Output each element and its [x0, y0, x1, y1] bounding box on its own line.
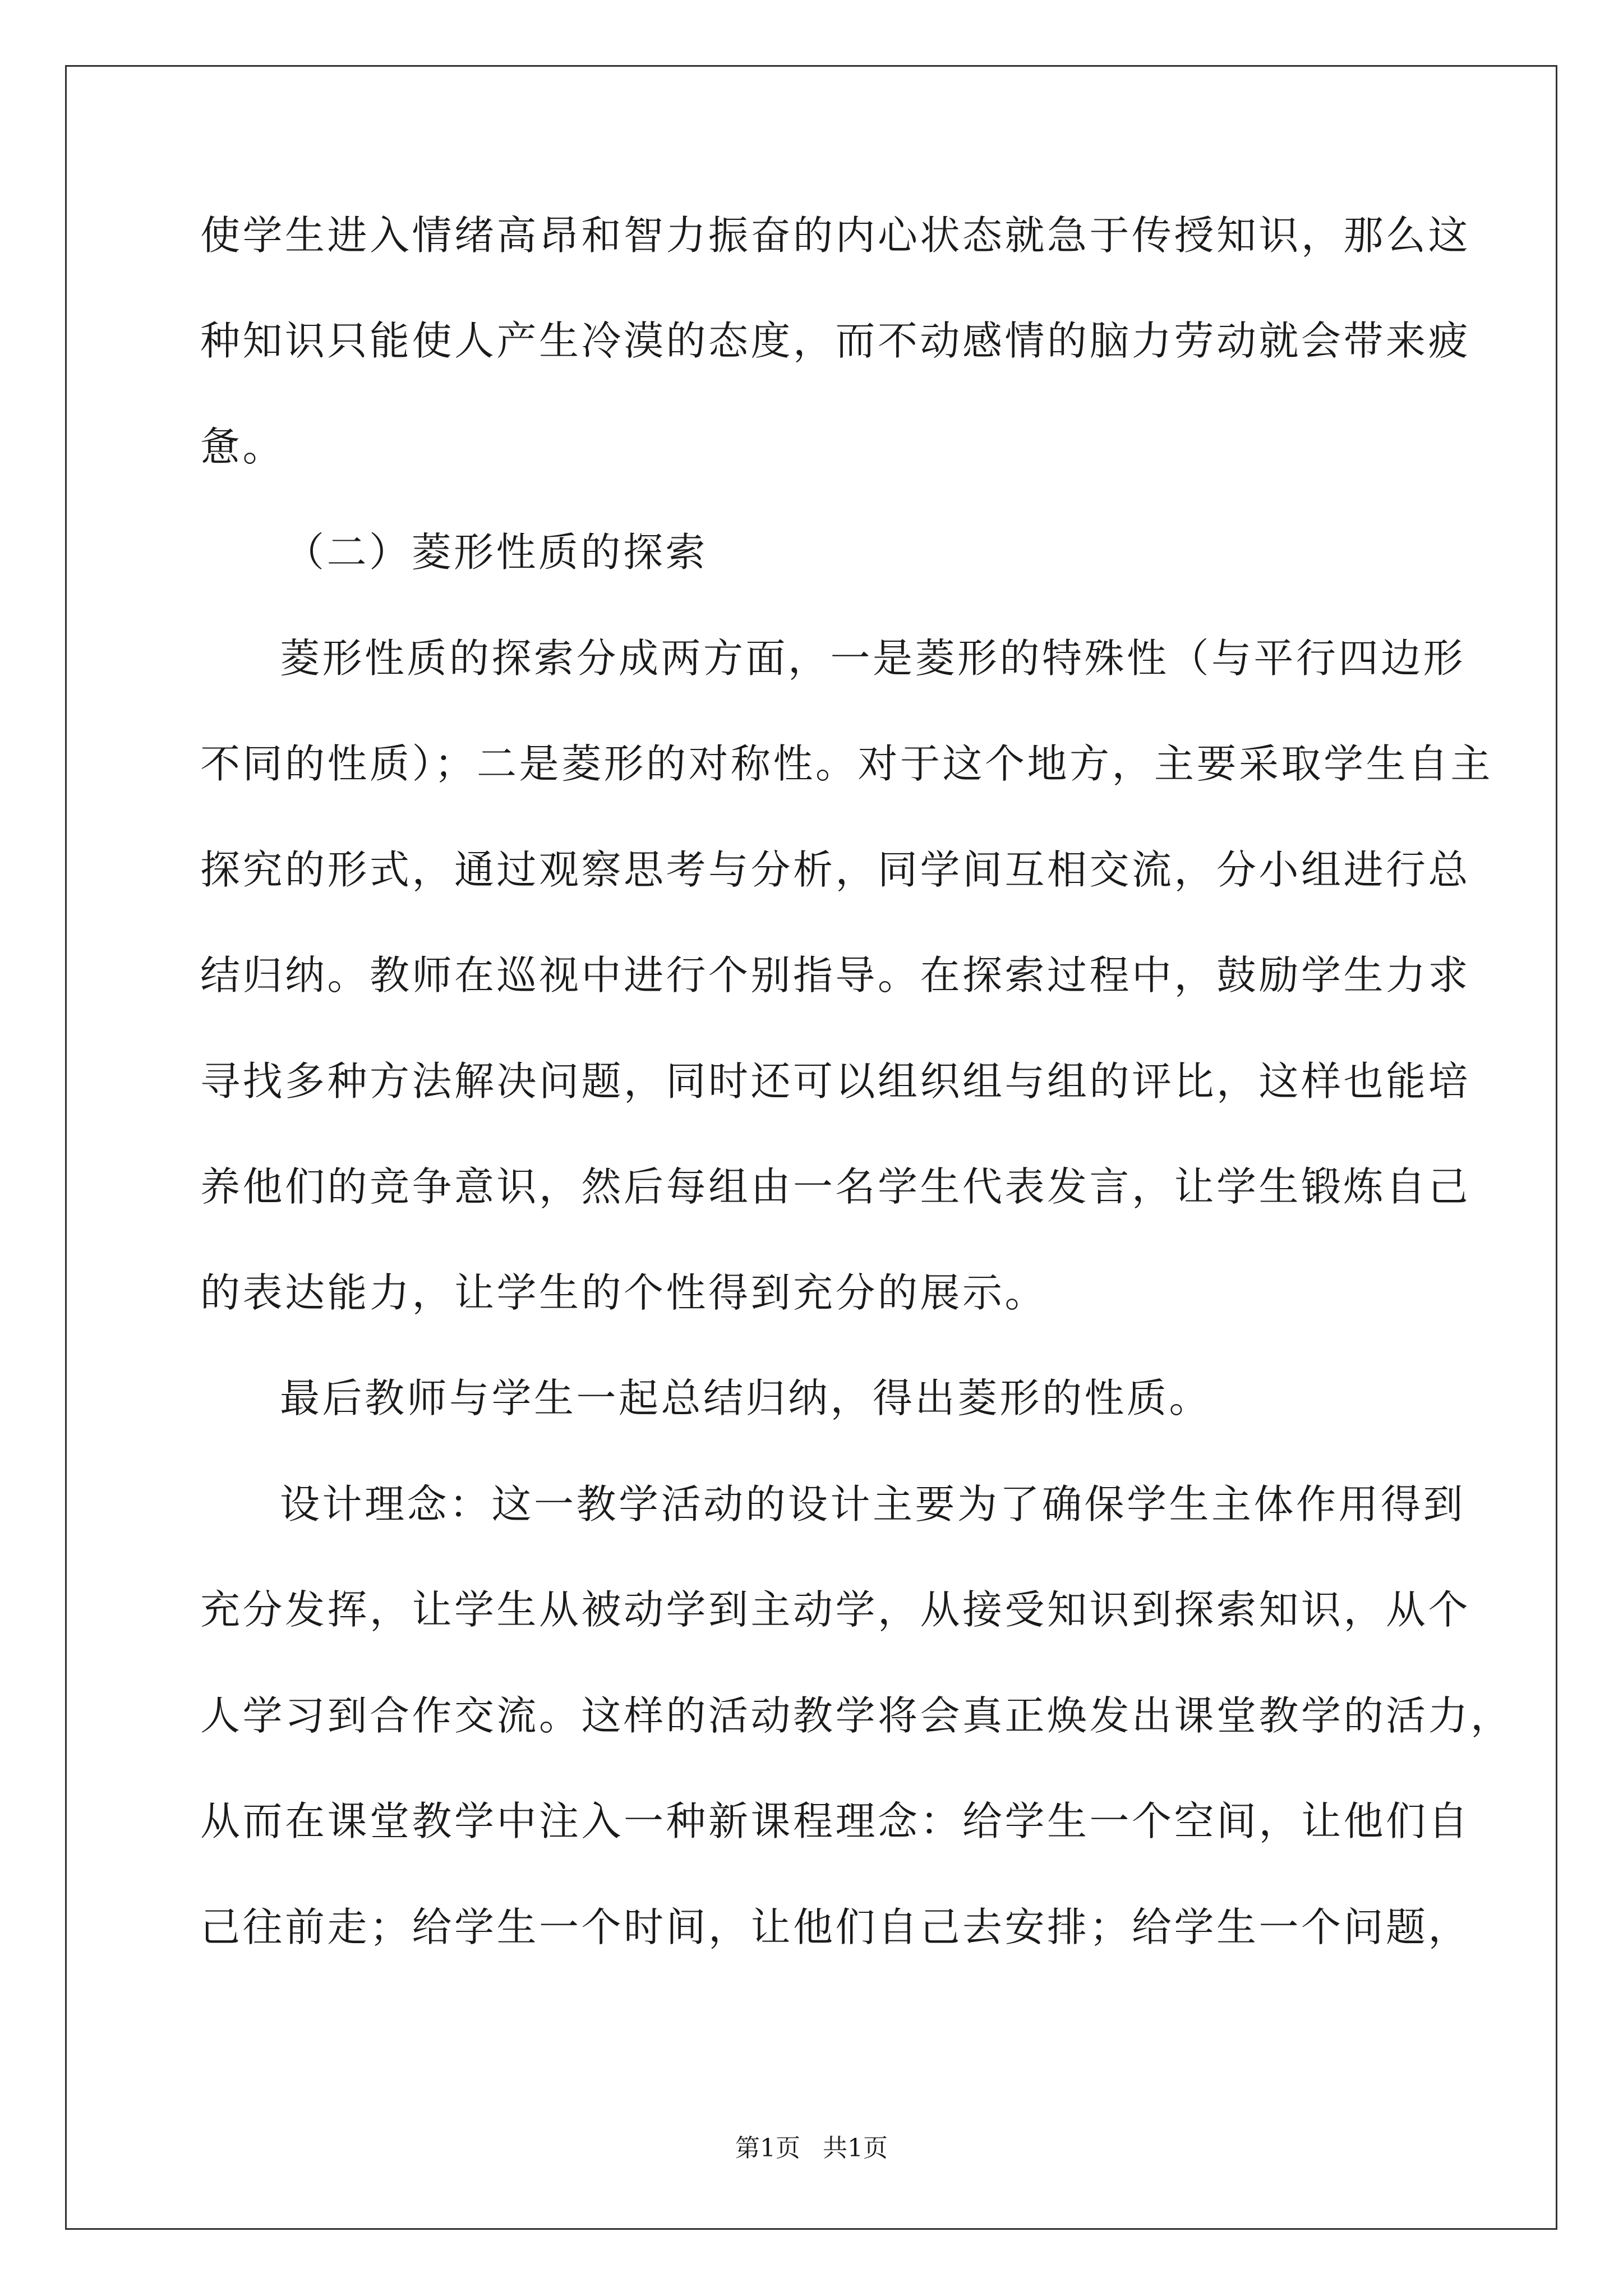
text-line: 种知识只能使人产生冷漠的态度，而不动感情的脑力劳动就会带来疲: [200, 318, 1471, 364]
text-line: 惫。: [200, 424, 285, 470]
page-footer: [0, 2132, 1623, 2165]
page-number: 第1页: [735, 2134, 800, 2162]
text-line: 己往前走；给学生一个时间，让他们自己去安排；给学生一个问题，: [200, 1904, 1471, 1950]
text-line: 的表达能力，让学生的个性得到充分的展示。: [200, 1269, 1048, 1316]
text-line: 养他们的竞争意识，然后每组由一名学生代表发言，让学生锻炼自己: [200, 1163, 1471, 1210]
text-line: 使学生进入情绪高昂和智力振奋的内心状态就急于传授知识，那么这: [200, 212, 1471, 259]
section-heading: （二）菱形性质的探索: [284, 529, 708, 576]
text-line: 人学习到合作交流。这样的活动教学将会真正焕发出课堂教学的活力，: [200, 1692, 1513, 1739]
text-line: 探究的形式，通过观察思考与分析，同学间互相交流，分小组进行总: [200, 846, 1471, 893]
text-line: 结归纳。教师在巡视中进行个别指导。在探索过程中，鼓励学生力求: [200, 952, 1471, 999]
paragraph-start-line: 设计理念：这一教学活动的设计主要为了确保学生主体作用得到: [280, 1481, 1466, 1527]
page-total: 共1页: [823, 2134, 888, 2162]
paragraph-start-line: 菱形性质的探索分成两方面，一是菱形的特殊性（与平行四边形: [280, 635, 1466, 682]
text-line: 从而在课堂教学中注入一种新课程理念：给学生一个空间，让他们自: [200, 1798, 1471, 1844]
text-line: 不同的性质）；二是菱形的对称性。对于这个地方，主要采取学生自主: [200, 740, 1493, 787]
text-line: 充分发挥，让学生从被动学到主动学，从接受知识到探索知识，从个: [200, 1586, 1471, 1633]
text-line: 寻找多种方法解决问题，同时还可以组织组与组的评比，这样也能培: [200, 1058, 1471, 1105]
paragraph-start-line: 最后教师与学生一起总结归纳，得出菱形的性质。: [280, 1375, 1212, 1421]
